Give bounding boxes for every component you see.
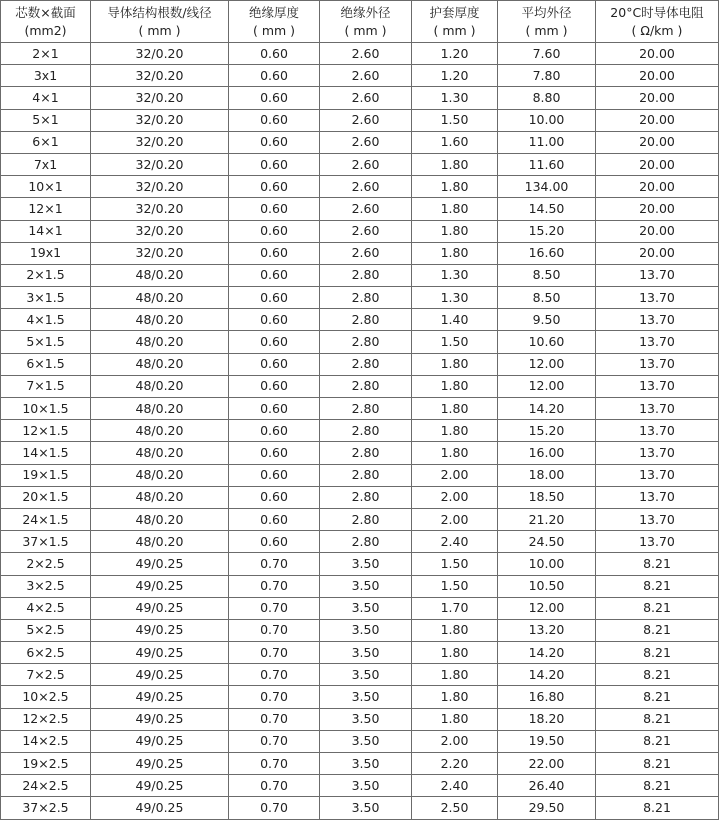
cell-average-diameter: 8.50 bbox=[498, 264, 596, 286]
table-row bbox=[1, 264, 719, 286]
table-row bbox=[1, 486, 719, 508]
cell-insulation-diameter: 2.60 bbox=[320, 131, 412, 153]
cell-insulation-diameter: 3.50 bbox=[320, 642, 412, 664]
cell-insulation-thickness: 0.60 bbox=[229, 131, 320, 153]
cell-average-diameter: 8.50 bbox=[498, 287, 596, 309]
cell-conductor-resistance: 13.70 bbox=[596, 442, 719, 464]
cell-insulation-thickness: 0.60 bbox=[229, 242, 320, 264]
cell-conductor-structure: 48/0.20 bbox=[91, 353, 229, 375]
cell-sheath-thickness: 1.30 bbox=[412, 287, 498, 309]
cell-average-diameter: 14.50 bbox=[498, 198, 596, 220]
cell-conductor-structure: 48/0.20 bbox=[91, 442, 229, 464]
cell-insulation-thickness: 0.60 bbox=[229, 353, 320, 375]
table-row bbox=[1, 43, 719, 65]
cell-average-diameter: 18.00 bbox=[498, 464, 596, 486]
table-row bbox=[1, 553, 719, 575]
cell-cores-section: 37×2.5 bbox=[1, 797, 91, 819]
table-row bbox=[1, 220, 719, 242]
cell-conductor-resistance: 8.21 bbox=[596, 553, 719, 575]
cell-insulation-diameter: 3.50 bbox=[320, 619, 412, 641]
cell-cores-section: 4×1.5 bbox=[1, 309, 91, 331]
cell-insulation-diameter: 3.50 bbox=[320, 575, 412, 597]
cell-average-diameter: 26.40 bbox=[498, 775, 596, 797]
cell-conductor-structure: 32/0.20 bbox=[91, 43, 229, 65]
cell-sheath-thickness: 2.20 bbox=[412, 753, 498, 775]
table-row bbox=[1, 87, 719, 109]
cell-insulation-diameter: 3.50 bbox=[320, 664, 412, 686]
cell-insulation-diameter: 2.80 bbox=[320, 375, 412, 397]
cell-insulation-thickness: 0.60 bbox=[229, 398, 320, 420]
cell-insulation-thickness: 0.60 bbox=[229, 43, 320, 65]
cell-insulation-diameter: 3.50 bbox=[320, 797, 412, 819]
cell-average-diameter: 10.00 bbox=[498, 553, 596, 575]
table-row bbox=[1, 331, 719, 353]
cell-average-diameter: 13.20 bbox=[498, 619, 596, 641]
cell-conductor-structure: 32/0.20 bbox=[91, 131, 229, 153]
cell-insulation-diameter: 2.60 bbox=[320, 65, 412, 87]
table-row bbox=[1, 508, 719, 530]
cell-sheath-thickness: 2.00 bbox=[412, 464, 498, 486]
cell-conductor-resistance: 20.00 bbox=[596, 176, 719, 198]
table-row bbox=[1, 642, 719, 664]
cell-conductor-structure: 32/0.20 bbox=[91, 153, 229, 175]
cell-insulation-diameter: 2.60 bbox=[320, 220, 412, 242]
cell-insulation-thickness: 0.60 bbox=[229, 220, 320, 242]
cell-conductor-resistance: 13.70 bbox=[596, 287, 719, 309]
cell-conductor-structure: 48/0.20 bbox=[91, 420, 229, 442]
cell-average-diameter: 16.00 bbox=[498, 442, 596, 464]
cell-average-diameter: 15.20 bbox=[498, 220, 596, 242]
table-row bbox=[1, 597, 719, 619]
cell-insulation-diameter: 2.60 bbox=[320, 198, 412, 220]
header-insulation-diameter: 绝缘外径 ( mm ) bbox=[320, 1, 412, 43]
cell-cores-section: 2×1.5 bbox=[1, 264, 91, 286]
cell-insulation-thickness: 0.70 bbox=[229, 575, 320, 597]
cell-insulation-diameter: 2.80 bbox=[320, 420, 412, 442]
cell-sheath-thickness: 1.30 bbox=[412, 264, 498, 286]
cell-conductor-resistance: 8.21 bbox=[596, 642, 719, 664]
cell-sheath-thickness: 2.40 bbox=[412, 775, 498, 797]
cell-insulation-thickness: 0.60 bbox=[229, 309, 320, 331]
table-row bbox=[1, 464, 719, 486]
table-row bbox=[1, 775, 719, 797]
cell-sheath-thickness: 2.00 bbox=[412, 730, 498, 752]
cell-sheath-thickness: 1.30 bbox=[412, 87, 498, 109]
cell-conductor-resistance: 13.70 bbox=[596, 264, 719, 286]
cell-conductor-resistance: 20.00 bbox=[596, 220, 719, 242]
cell-insulation-diameter: 2.60 bbox=[320, 153, 412, 175]
cell-conductor-structure: 49/0.25 bbox=[91, 708, 229, 730]
cell-average-diameter: 21.20 bbox=[498, 508, 596, 530]
cell-cores-section: 5×2.5 bbox=[1, 619, 91, 641]
cell-cores-section: 12×1 bbox=[1, 198, 91, 220]
cell-conductor-structure: 48/0.20 bbox=[91, 531, 229, 553]
cell-sheath-thickness: 1.70 bbox=[412, 597, 498, 619]
cell-conductor-structure: 48/0.20 bbox=[91, 309, 229, 331]
cell-sheath-thickness: 1.50 bbox=[412, 575, 498, 597]
table-row bbox=[1, 176, 719, 198]
cell-insulation-diameter: 2.80 bbox=[320, 331, 412, 353]
cell-conductor-structure: 48/0.20 bbox=[91, 287, 229, 309]
cell-sheath-thickness: 1.80 bbox=[412, 442, 498, 464]
cell-cores-section: 20×1.5 bbox=[1, 486, 91, 508]
cell-average-diameter: 19.50 bbox=[498, 730, 596, 752]
cell-insulation-thickness: 0.70 bbox=[229, 730, 320, 752]
table-row bbox=[1, 531, 719, 553]
cell-conductor-structure: 32/0.20 bbox=[91, 220, 229, 242]
cell-insulation-diameter: 3.50 bbox=[320, 708, 412, 730]
table-row bbox=[1, 309, 719, 331]
cell-sheath-thickness: 1.80 bbox=[412, 198, 498, 220]
table-row bbox=[1, 730, 719, 752]
cell-insulation-diameter: 3.50 bbox=[320, 730, 412, 752]
cell-conductor-structure: 32/0.20 bbox=[91, 109, 229, 131]
cell-insulation-thickness: 0.70 bbox=[229, 753, 320, 775]
cell-sheath-thickness: 1.80 bbox=[412, 420, 498, 442]
cell-conductor-structure: 49/0.25 bbox=[91, 597, 229, 619]
cell-average-diameter: 16.80 bbox=[498, 686, 596, 708]
cell-cores-section: 4×1 bbox=[1, 87, 91, 109]
cell-cores-section: 6×1 bbox=[1, 131, 91, 153]
cell-average-diameter: 16.60 bbox=[498, 242, 596, 264]
table-row bbox=[1, 65, 719, 87]
cell-cores-section: 24×1.5 bbox=[1, 508, 91, 530]
cell-sheath-thickness: 1.80 bbox=[412, 242, 498, 264]
cell-conductor-resistance: 13.70 bbox=[596, 420, 719, 442]
cell-conductor-structure: 49/0.25 bbox=[91, 686, 229, 708]
cell-conductor-structure: 48/0.20 bbox=[91, 508, 229, 530]
table-row bbox=[1, 442, 719, 464]
cell-cores-section: 10×1.5 bbox=[1, 398, 91, 420]
cell-cores-section: 6×2.5 bbox=[1, 642, 91, 664]
cell-average-diameter: 134.00 bbox=[498, 176, 596, 198]
cell-insulation-diameter: 2.80 bbox=[320, 508, 412, 530]
cell-insulation-thickness: 0.70 bbox=[229, 619, 320, 641]
cell-cores-section: 19×1.5 bbox=[1, 464, 91, 486]
cell-conductor-resistance: 20.00 bbox=[596, 43, 719, 65]
cell-conductor-structure: 49/0.25 bbox=[91, 642, 229, 664]
cell-conductor-resistance: 8.21 bbox=[596, 664, 719, 686]
cell-conductor-resistance: 8.21 bbox=[596, 597, 719, 619]
table-row bbox=[1, 242, 719, 264]
cell-average-diameter: 14.20 bbox=[498, 398, 596, 420]
cell-conductor-structure: 48/0.20 bbox=[91, 264, 229, 286]
cell-average-diameter: 7.80 bbox=[498, 65, 596, 87]
cell-insulation-diameter: 3.50 bbox=[320, 775, 412, 797]
cell-insulation-thickness: 0.60 bbox=[229, 375, 320, 397]
cell-conductor-structure: 48/0.20 bbox=[91, 375, 229, 397]
cell-sheath-thickness: 1.80 bbox=[412, 153, 498, 175]
cell-insulation-diameter: 2.80 bbox=[320, 287, 412, 309]
table-row bbox=[1, 619, 719, 641]
table-row bbox=[1, 664, 719, 686]
cell-insulation-diameter: 2.60 bbox=[320, 176, 412, 198]
cell-insulation-thickness: 0.70 bbox=[229, 775, 320, 797]
cell-sheath-thickness: 1.50 bbox=[412, 331, 498, 353]
cell-cores-section: 14×2.5 bbox=[1, 730, 91, 752]
cell-average-diameter: 12.00 bbox=[498, 353, 596, 375]
cell-average-diameter: 22.00 bbox=[498, 753, 596, 775]
cell-cores-section: 2×2.5 bbox=[1, 553, 91, 575]
cell-insulation-thickness: 0.60 bbox=[229, 264, 320, 286]
table-row bbox=[1, 198, 719, 220]
cell-insulation-diameter: 2.60 bbox=[320, 109, 412, 131]
cell-insulation-thickness: 0.60 bbox=[229, 508, 320, 530]
cell-insulation-thickness: 0.70 bbox=[229, 664, 320, 686]
cell-conductor-resistance: 8.21 bbox=[596, 730, 719, 752]
cell-sheath-thickness: 1.80 bbox=[412, 619, 498, 641]
cell-insulation-diameter: 2.60 bbox=[320, 242, 412, 264]
cell-average-diameter: 10.50 bbox=[498, 575, 596, 597]
table-body bbox=[1, 43, 719, 820]
cell-conductor-resistance: 20.00 bbox=[596, 153, 719, 175]
cell-insulation-diameter: 3.50 bbox=[320, 553, 412, 575]
cell-conductor-resistance: 13.70 bbox=[596, 486, 719, 508]
header-insulation-thickness: 绝缘厚度 ( mm ) bbox=[229, 1, 320, 43]
cell-conductor-structure: 32/0.20 bbox=[91, 242, 229, 264]
table-row bbox=[1, 708, 719, 730]
cell-insulation-thickness: 0.60 bbox=[229, 287, 320, 309]
cell-conductor-resistance: 20.00 bbox=[596, 65, 719, 87]
cell-insulation-diameter: 2.80 bbox=[320, 264, 412, 286]
cell-conductor-resistance: 13.70 bbox=[596, 353, 719, 375]
cell-conductor-resistance: 13.70 bbox=[596, 508, 719, 530]
cell-conductor-structure: 32/0.20 bbox=[91, 176, 229, 198]
cell-insulation-diameter: 2.80 bbox=[320, 309, 412, 331]
cell-average-diameter: 24.50 bbox=[498, 531, 596, 553]
cell-average-diameter: 12.00 bbox=[498, 597, 596, 619]
cell-conductor-structure: 49/0.25 bbox=[91, 753, 229, 775]
cell-insulation-thickness: 0.60 bbox=[229, 486, 320, 508]
cell-conductor-structure: 48/0.20 bbox=[91, 464, 229, 486]
header-average-diameter: 平均外径 ( mm ) bbox=[498, 1, 596, 43]
cell-conductor-structure: 32/0.20 bbox=[91, 65, 229, 87]
table-row bbox=[1, 420, 719, 442]
cell-conductor-resistance: 20.00 bbox=[596, 87, 719, 109]
cell-conductor-structure: 49/0.25 bbox=[91, 553, 229, 575]
cell-sheath-thickness: 2.00 bbox=[412, 508, 498, 530]
cell-cores-section: 10×2.5 bbox=[1, 686, 91, 708]
cell-insulation-thickness: 0.60 bbox=[229, 420, 320, 442]
cell-sheath-thickness: 1.80 bbox=[412, 642, 498, 664]
cell-insulation-thickness: 0.60 bbox=[229, 65, 320, 87]
cell-conductor-resistance: 13.70 bbox=[596, 531, 719, 553]
cell-conductor-structure: 49/0.25 bbox=[91, 730, 229, 752]
table-row bbox=[1, 797, 719, 819]
cell-average-diameter: 14.20 bbox=[498, 642, 596, 664]
cell-insulation-diameter: 2.80 bbox=[320, 531, 412, 553]
cell-average-diameter: 8.80 bbox=[498, 87, 596, 109]
cell-sheath-thickness: 1.60 bbox=[412, 131, 498, 153]
cell-conductor-structure: 49/0.25 bbox=[91, 775, 229, 797]
cell-conductor-resistance: 20.00 bbox=[596, 109, 719, 131]
table-row bbox=[1, 753, 719, 775]
cell-insulation-thickness: 0.70 bbox=[229, 686, 320, 708]
cell-conductor-resistance: 13.70 bbox=[596, 398, 719, 420]
cell-insulation-thickness: 0.70 bbox=[229, 797, 320, 819]
cell-conductor-resistance: 8.21 bbox=[596, 797, 719, 819]
cell-sheath-thickness: 1.80 bbox=[412, 220, 498, 242]
cell-sheath-thickness: 1.80 bbox=[412, 375, 498, 397]
cell-average-diameter: 10.60 bbox=[498, 331, 596, 353]
cell-cores-section: 19x1 bbox=[1, 242, 91, 264]
table-row bbox=[1, 131, 719, 153]
cell-average-diameter: 11.00 bbox=[498, 131, 596, 153]
cell-insulation-diameter: 3.50 bbox=[320, 753, 412, 775]
cell-cores-section: 19×2.5 bbox=[1, 753, 91, 775]
cell-average-diameter: 7.60 bbox=[498, 43, 596, 65]
cell-insulation-thickness: 0.60 bbox=[229, 442, 320, 464]
cell-conductor-structure: 32/0.20 bbox=[91, 87, 229, 109]
cell-sheath-thickness: 1.80 bbox=[412, 176, 498, 198]
cell-sheath-thickness: 1.20 bbox=[412, 43, 498, 65]
cell-average-diameter: 14.20 bbox=[498, 664, 596, 686]
cell-insulation-thickness: 0.60 bbox=[229, 87, 320, 109]
cell-cores-section: 2×1 bbox=[1, 43, 91, 65]
cell-cores-section: 3×1.5 bbox=[1, 287, 91, 309]
cell-sheath-thickness: 1.40 bbox=[412, 309, 498, 331]
header-sheath-thickness: 护套厚度 ( mm ) bbox=[412, 1, 498, 43]
cell-insulation-diameter: 2.60 bbox=[320, 43, 412, 65]
cell-average-diameter: 9.50 bbox=[498, 309, 596, 331]
cell-insulation-thickness: 0.60 bbox=[229, 109, 320, 131]
cell-insulation-diameter: 3.50 bbox=[320, 686, 412, 708]
cell-conductor-resistance: 20.00 bbox=[596, 131, 719, 153]
cell-conductor-structure: 49/0.25 bbox=[91, 797, 229, 819]
cell-conductor-resistance: 20.00 bbox=[596, 242, 719, 264]
cell-insulation-diameter: 2.80 bbox=[320, 442, 412, 464]
cell-conductor-structure: 48/0.20 bbox=[91, 398, 229, 420]
cell-insulation-thickness: 0.70 bbox=[229, 553, 320, 575]
cell-conductor-resistance: 8.21 bbox=[596, 775, 719, 797]
cell-sheath-thickness: 2.50 bbox=[412, 797, 498, 819]
table-row bbox=[1, 153, 719, 175]
cell-sheath-thickness: 1.80 bbox=[412, 664, 498, 686]
cell-sheath-thickness: 1.50 bbox=[412, 109, 498, 131]
cell-cores-section: 3x1 bbox=[1, 65, 91, 87]
cell-average-diameter: 10.00 bbox=[498, 109, 596, 131]
cell-conductor-resistance: 8.21 bbox=[596, 575, 719, 597]
table-row bbox=[1, 109, 719, 131]
cell-cores-section: 5×1.5 bbox=[1, 331, 91, 353]
cell-insulation-thickness: 0.70 bbox=[229, 708, 320, 730]
cell-conductor-resistance: 13.70 bbox=[596, 375, 719, 397]
cell-average-diameter: 29.50 bbox=[498, 797, 596, 819]
cell-conductor-structure: 48/0.20 bbox=[91, 331, 229, 353]
cell-conductor-structure: 49/0.25 bbox=[91, 619, 229, 641]
cell-cores-section: 6×1.5 bbox=[1, 353, 91, 375]
cell-sheath-thickness: 1.80 bbox=[412, 353, 498, 375]
cell-sheath-thickness: 1.80 bbox=[412, 686, 498, 708]
table-row bbox=[1, 686, 719, 708]
cell-sheath-thickness: 1.20 bbox=[412, 65, 498, 87]
cell-insulation-thickness: 0.70 bbox=[229, 597, 320, 619]
cell-insulation-diameter: 2.80 bbox=[320, 398, 412, 420]
cell-conductor-structure: 49/0.25 bbox=[91, 575, 229, 597]
cell-cores-section: 7x1 bbox=[1, 153, 91, 175]
cell-cores-section: 10×1 bbox=[1, 176, 91, 198]
cell-conductor-resistance: 8.21 bbox=[596, 708, 719, 730]
cell-average-diameter: 18.50 bbox=[498, 486, 596, 508]
cell-cores-section: 12×1.5 bbox=[1, 420, 91, 442]
cell-cores-section: 7×2.5 bbox=[1, 664, 91, 686]
cell-insulation-thickness: 0.60 bbox=[229, 198, 320, 220]
cell-cores-section: 5×1 bbox=[1, 109, 91, 131]
cell-cores-section: 14×1.5 bbox=[1, 442, 91, 464]
cell-insulation-diameter: 3.50 bbox=[320, 597, 412, 619]
header-row bbox=[1, 1, 719, 43]
cell-average-diameter: 11.60 bbox=[498, 153, 596, 175]
cell-cores-section: 37×1.5 bbox=[1, 531, 91, 553]
cell-conductor-structure: 49/0.25 bbox=[91, 664, 229, 686]
cell-sheath-thickness: 1.80 bbox=[412, 708, 498, 730]
cell-insulation-thickness: 0.60 bbox=[229, 176, 320, 198]
cell-conductor-resistance: 8.21 bbox=[596, 753, 719, 775]
cell-average-diameter: 15.20 bbox=[498, 420, 596, 442]
table-row bbox=[1, 398, 719, 420]
cell-insulation-diameter: 2.80 bbox=[320, 464, 412, 486]
cell-sheath-thickness: 1.80 bbox=[412, 398, 498, 420]
table-row bbox=[1, 575, 719, 597]
cell-sheath-thickness: 2.00 bbox=[412, 486, 498, 508]
cell-sheath-thickness: 2.40 bbox=[412, 531, 498, 553]
cell-conductor-resistance: 8.21 bbox=[596, 619, 719, 641]
cell-insulation-thickness: 0.60 bbox=[229, 531, 320, 553]
header-conductor-structure: 导体结构根数/线径 ( mm ) bbox=[91, 1, 229, 43]
cell-conductor-resistance: 20.00 bbox=[596, 198, 719, 220]
cell-cores-section: 14×1 bbox=[1, 220, 91, 242]
table-header bbox=[1, 1, 719, 43]
cell-insulation-diameter: 2.80 bbox=[320, 486, 412, 508]
cell-cores-section: 7×1.5 bbox=[1, 375, 91, 397]
cell-conductor-resistance: 8.21 bbox=[596, 686, 719, 708]
header-conductor-resistance: 20°C时导体电阻 ( Ω/km ) bbox=[596, 1, 719, 43]
cell-cores-section: 24×2.5 bbox=[1, 775, 91, 797]
header-cores-section: 芯数×截面 (mm2) bbox=[1, 1, 91, 43]
cell-insulation-thickness: 0.60 bbox=[229, 331, 320, 353]
cell-average-diameter: 12.00 bbox=[498, 375, 596, 397]
cell-insulation-thickness: 0.70 bbox=[229, 642, 320, 664]
cell-average-diameter: 18.20 bbox=[498, 708, 596, 730]
cell-cores-section: 3×2.5 bbox=[1, 575, 91, 597]
cell-insulation-diameter: 2.60 bbox=[320, 87, 412, 109]
cell-conductor-structure: 32/0.20 bbox=[91, 198, 229, 220]
cell-cores-section: 4×2.5 bbox=[1, 597, 91, 619]
cell-conductor-resistance: 13.70 bbox=[596, 309, 719, 331]
cell-cores-section: 12×2.5 bbox=[1, 708, 91, 730]
cell-insulation-thickness: 0.60 bbox=[229, 153, 320, 175]
table-row bbox=[1, 375, 719, 397]
table-row bbox=[1, 353, 719, 375]
table-row bbox=[1, 287, 719, 309]
cell-insulation-diameter: 2.80 bbox=[320, 353, 412, 375]
cell-sheath-thickness: 1.50 bbox=[412, 553, 498, 575]
cell-conductor-resistance: 13.70 bbox=[596, 464, 719, 486]
cell-insulation-thickness: 0.60 bbox=[229, 464, 320, 486]
cell-conductor-structure: 48/0.20 bbox=[91, 486, 229, 508]
cell-conductor-resistance: 13.70 bbox=[596, 331, 719, 353]
